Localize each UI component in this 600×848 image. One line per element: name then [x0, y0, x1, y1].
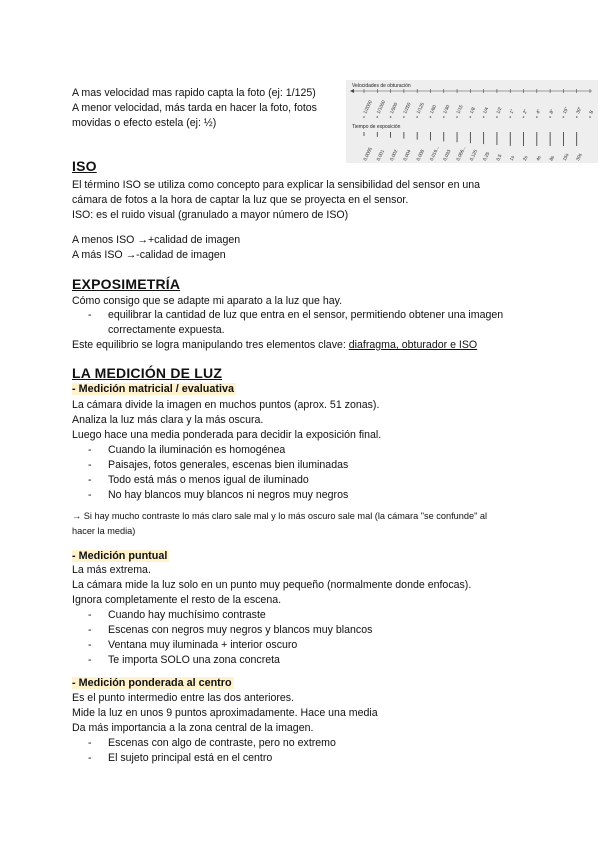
- time-label: 0,002: [388, 148, 399, 162]
- speed-dot: [443, 116, 445, 118]
- speed-label: 1/500: [388, 101, 399, 115]
- exposimetria-bullet-text: equilibrar la cantidad de luz que entra en el sensor, permitiendo obtener una imagen: [108, 309, 504, 321]
- bullet-dash: -: [88, 444, 92, 456]
- exposimetria-bullet: [88, 308, 503, 323]
- speed-label: 8": [548, 108, 555, 115]
- speed-dot: [403, 116, 405, 118]
- medicion-heading: LA MEDICIÓN DE LUZ: [72, 365, 223, 381]
- intro-line-1: A mas velocidad mas rapido capta la foto (ej: 1/125): [72, 87, 316, 99]
- bullet-text: No hay blancos muy blancos ni negros muy negros: [108, 489, 349, 501]
- time-label: 0,5: [495, 153, 503, 162]
- iso-more-line: A más ISO →-calidad de imagen: [72, 249, 226, 261]
- speed-label: B: [588, 109, 595, 115]
- puntual-bullet-4: [88, 653, 280, 668]
- speed-label: 2": [521, 108, 529, 115]
- speed-dot: [430, 116, 432, 118]
- key-elements-link: diafragma, obturador e ISO: [348, 339, 478, 351]
- time-label: 30s: [575, 152, 583, 162]
- exposimetria-p2-text: Este equilibrio se logra manipulando tres elementos clave:: [72, 339, 349, 351]
- bullet-text: El sujeto principal está en el centro: [108, 752, 273, 764]
- intro-line-3: movidas o efecto estela (ej: ½): [72, 117, 217, 129]
- exposimetria-bullet-continued: correctamente expuesta.: [108, 324, 225, 336]
- speed-label: 1/30: [442, 104, 451, 115]
- iso-paragraph-3: ISO: es el ruido visual (granulado a mayor número de ISO): [72, 209, 349, 221]
- shutter-speed-diagram: [346, 80, 598, 163]
- matricial-note-2: hacer la media): [72, 526, 136, 536]
- speed-label: 1/8: [468, 106, 476, 115]
- speed-label: 1/2000: [362, 99, 373, 115]
- speed-dot: [509, 116, 511, 118]
- time-label: 15s: [561, 152, 570, 162]
- iso-paragraph-2: cámara de fotos a la hora de captar la luz que se proyecta en el sensor.: [72, 194, 409, 206]
- bullet-dash: -: [88, 624, 92, 636]
- bullet-dash: -: [88, 474, 92, 486]
- time-label: 0,066...: [455, 145, 467, 162]
- centro-line-1: Es el punto intermedio entre las dos anteriores.: [72, 692, 295, 704]
- figure-title-speeds: Velocidades de obturación: [352, 83, 411, 89]
- iso-less-line: A menos ISO →+calidad de imagen: [72, 234, 241, 246]
- bullet-text: Todo está más o menos igual de iluminado: [108, 474, 309, 486]
- puntual-line-3: Ignora completamente el resto de la escena.: [72, 594, 282, 606]
- puntual-title: - Medición puntual: [72, 550, 168, 562]
- time-label: 0,25: [482, 151, 491, 162]
- bullet-text: Paisajes, fotos generales, escenas bien iluminadas: [108, 459, 349, 471]
- matricial-bullet-2: [88, 458, 348, 473]
- time-label: 0,001: [375, 148, 386, 162]
- time-label: 0,008: [415, 148, 425, 162]
- puntual-line-2: La cámara mide la luz solo en un punto muy pequeño (normalmente donde enfocas).: [72, 579, 472, 591]
- bullet-text: Escenas con negros muy negros y blancos muy blancos: [108, 624, 373, 636]
- bullet-dash: -: [88, 654, 92, 666]
- exposimetria-heading: EXPOSIMETRÍA: [72, 276, 181, 292]
- time-label: 4s: [535, 154, 542, 162]
- time-label: 1s: [508, 154, 516, 162]
- speed-dot: [483, 116, 485, 118]
- matricial-title: - Medición matricial / evaluativa: [72, 383, 235, 395]
- speed-dot: [363, 116, 365, 118]
- bullet-dash: -: [88, 639, 92, 651]
- bullet-text: Cuando la iluminación es homogénea: [108, 444, 286, 456]
- speed-label: 1/60: [428, 104, 438, 115]
- speed-dot: [496, 116, 498, 118]
- time-label: 0,033: [442, 148, 452, 162]
- speed-label: 1/125: [415, 101, 425, 115]
- matricial-line-2: Analiza la luz más clara y la más oscura.: [72, 414, 264, 426]
- centro-bullet-1: [88, 736, 336, 751]
- matricial-line-1: La cámara divide la imagen en muchos puntos (aprox. 51 zonas).: [72, 399, 380, 411]
- matricial-bullet-3: [88, 473, 309, 488]
- puntual-bullet-2: [88, 623, 372, 638]
- time-label: 0,016...: [428, 145, 440, 162]
- speed-label: 4": [535, 108, 542, 115]
- bullet-dash: -: [88, 489, 92, 501]
- speed-dot: [523, 116, 525, 118]
- time-label: 2s: [521, 154, 529, 162]
- time-label: 0,004: [402, 148, 412, 162]
- speed-dot: [576, 116, 578, 118]
- speed-label: 1/2: [495, 106, 503, 115]
- puntual-line-1: La más extrema.: [72, 564, 151, 576]
- speed-arrow-head: [350, 89, 354, 93]
- bullet-text: Ventana muy iluminada + interior oscuro: [108, 639, 298, 651]
- iso-paragraph-1: El término ISO se utiliza como concepto para explicar la sensibilidad del sensor en una: [72, 179, 481, 191]
- speed-label: 1/15: [455, 104, 464, 115]
- bullet-text: Escenas con algo de contraste, pero no extremo: [108, 737, 336, 749]
- bullet-dash: -: [88, 459, 92, 471]
- speed-label: 1": [508, 108, 515, 115]
- speed-label: 1/250: [402, 101, 412, 115]
- matricial-line-3: Luego hace una media ponderada para decidir la exposición final.: [72, 429, 382, 441]
- time-label: 0,0005: [362, 146, 373, 162]
- puntual-bullet-1: [88, 608, 266, 623]
- bullet-dash: -: [88, 309, 92, 321]
- time-label: 8s: [548, 154, 556, 162]
- puntual-bullet-3: [88, 638, 297, 653]
- bullet-text: Cuando hay muchísimo contraste: [108, 609, 266, 621]
- exposimetria-paragraph-2: [72, 338, 477, 353]
- centro-title: - Medición ponderada al centro: [72, 677, 232, 689]
- speed-dot: [470, 116, 472, 118]
- speed-dot: [456, 116, 458, 118]
- speed-dot: [416, 116, 418, 118]
- bullet-dash: -: [88, 609, 92, 621]
- centro-line-3: Da más importancia a la zona central de la imagen.: [72, 722, 314, 734]
- bullet-dash: -: [88, 737, 92, 749]
- exposimetria-paragraph-1: Cómo consigo que se adapte mi aparato a la luz que hay.: [72, 295, 343, 307]
- speed-dot: [376, 116, 378, 118]
- speed-dot: [536, 116, 538, 118]
- bullet-dash: -: [88, 752, 92, 764]
- speed-dot: [589, 116, 591, 118]
- speed-label: 1/4: [482, 106, 490, 115]
- time-label: 0,125: [468, 148, 479, 162]
- matricial-bullet-4: [88, 488, 348, 503]
- centro-line-2: Mide la luz en unos 9 puntos aproximadamente. Hace una media: [72, 707, 378, 719]
- speed-dot: [390, 116, 392, 118]
- speed-label: 30": [575, 106, 583, 115]
- speed-dot: [549, 116, 551, 118]
- iso-heading: ISO: [72, 158, 97, 174]
- speed-dot: [563, 116, 565, 118]
- matricial-bullet-1: [88, 443, 285, 458]
- speed-label: 15": [561, 106, 570, 115]
- centro-bullet-2: [88, 751, 272, 766]
- matricial-note-1: → Si hay mucho contraste lo más claro sale mal y lo más oscuro sale mal (la cámara "se confunde" al: [72, 511, 488, 521]
- speed-label: 1/1000: [375, 99, 387, 115]
- intro-line-2: A menor velocidad, más tarda en hacer la foto, fotos: [72, 102, 317, 114]
- figure-title-times: Tiempo de exposición: [352, 124, 401, 130]
- shutter-speed-figure: [346, 80, 598, 163]
- bullet-text: Te importa SOLO una zona concreta: [108, 654, 280, 666]
